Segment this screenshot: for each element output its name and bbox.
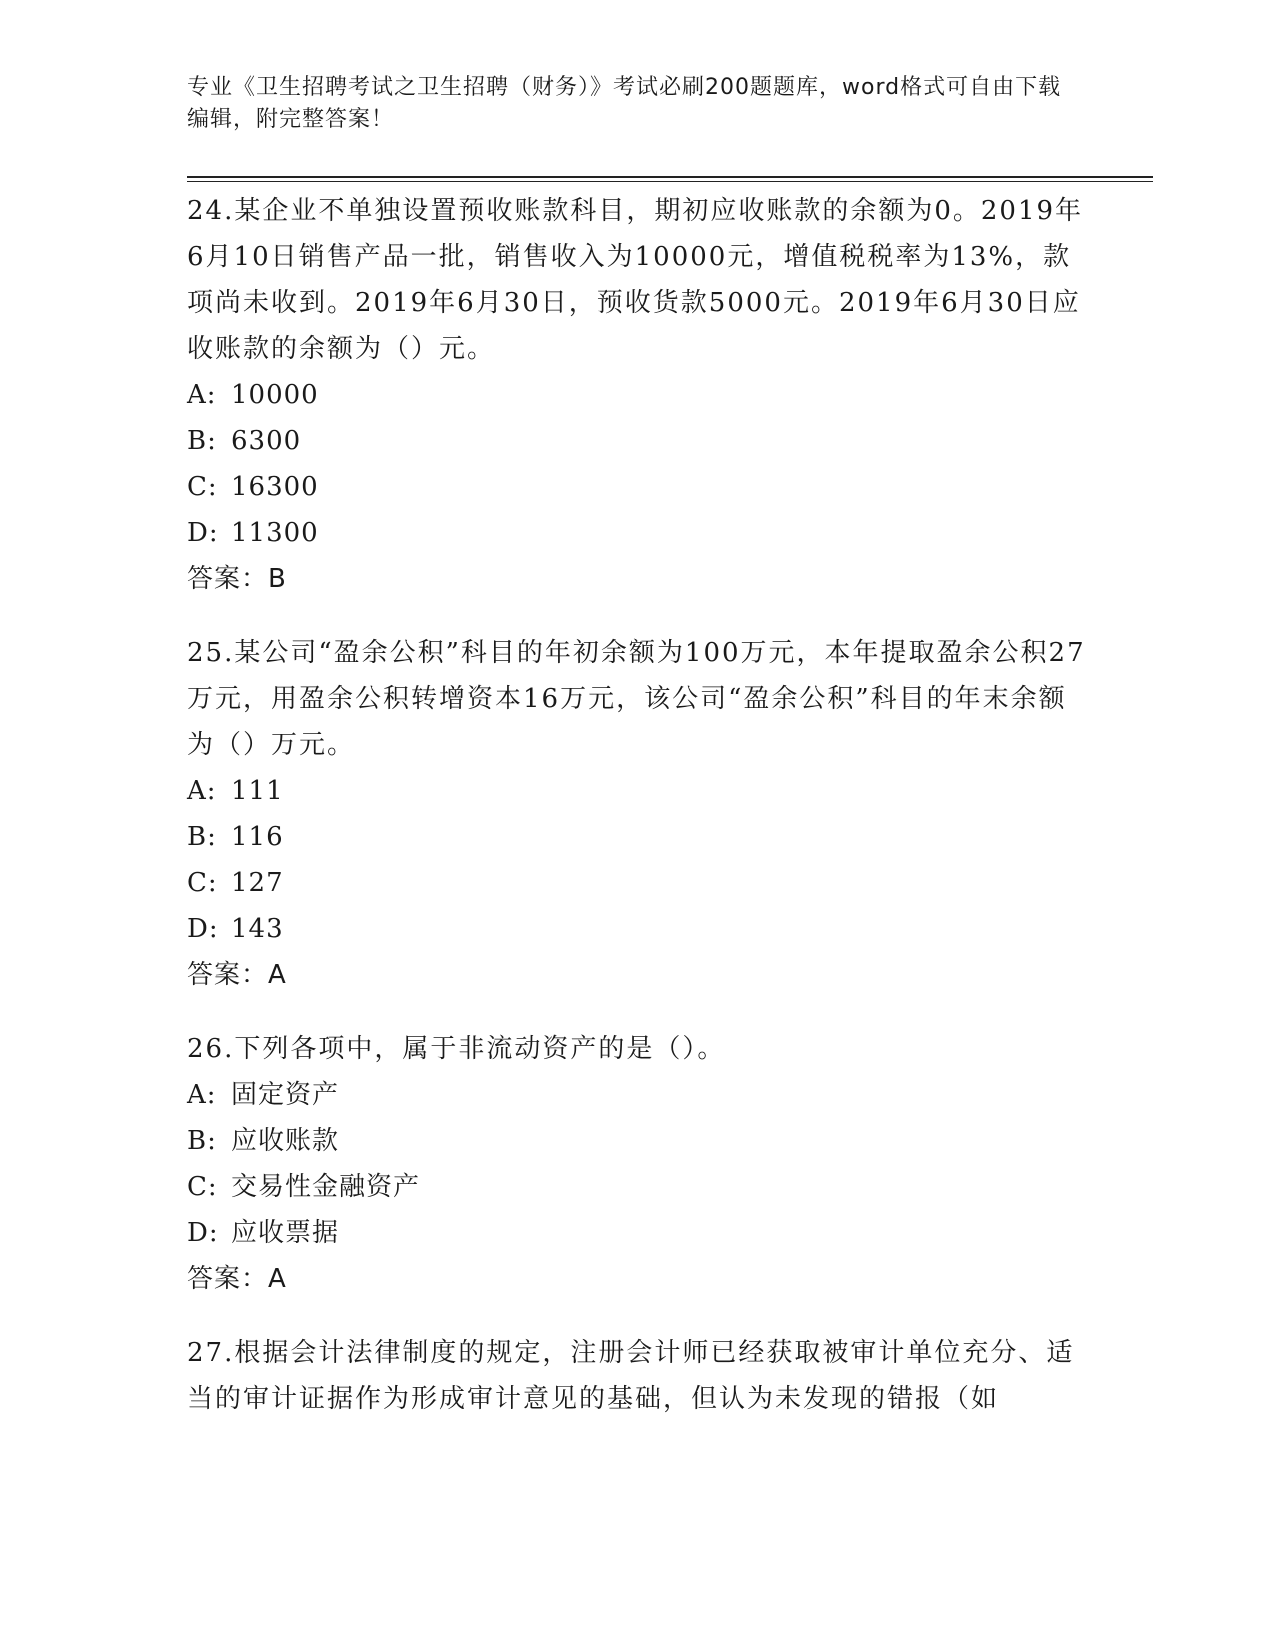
option-value: 应收账款 [231,1126,340,1156]
option-value: 127 [231,868,284,898]
option-label: D: [187,914,219,944]
option-value: 143 [231,914,284,944]
option-c [187,1164,1087,1210]
option-value: 6300 [231,426,302,456]
option-label: D: [187,1218,219,1248]
option-d [187,1210,1087,1256]
option-label: C: [187,1172,218,1202]
question-27 [187,1330,1087,1422]
option-c [187,860,1087,906]
option-d [187,906,1087,952]
question-text: 27.根据会计法律制度的规定，注册会计师已经获取被审计单位充分、适当的审计证据作为形成审计意见的基础，但认为未发现的错报（如 [187,1338,1075,1414]
option-b [187,1118,1087,1164]
answer-text: 答案：A [187,1264,287,1294]
header-divider [187,176,1153,182]
option-label: A: [187,1080,217,1110]
option-value: 11300 [231,518,319,548]
option-b [187,418,1087,464]
option-value: 固定资产 [231,1080,340,1110]
option-label: A: [187,776,217,806]
option-value: 交易性金融资产 [231,1172,421,1202]
option-label: C: [187,472,218,502]
option-label: B: [187,426,217,456]
question-24 [187,188,1087,602]
question-25 [187,630,1087,998]
answer-text: 答案：B [187,564,287,594]
option-a [187,768,1087,814]
option-c [187,464,1087,510]
option-d [187,510,1087,556]
option-label: A: [187,380,217,410]
question-text: 24.某企业不单独设置预收账款科目，期初应收账款的余额为0。2019年6月10日销售产品一批，销售收入为10000元，增值税税率为13%，款项尚未收到。2019年6月30日，预收货款5000元。2019年6月30日应收账款的余额为（）元。 [187,196,1084,364]
option-a [187,1072,1087,1118]
option-a [187,372,1087,418]
question-text: 25.某公司“盈余公积”科目的年初余额为100万元，本年提取盈余公积27万元，用盈余公积转增资本16万元，该公司“盈余公积”科目的年末余额为（）万元。 [187,638,1086,760]
option-value: 111 [231,776,284,806]
question-list [187,188,1087,1450]
option-label: B: [187,822,217,852]
option-value: 10000 [231,380,319,410]
question-26 [187,1026,1087,1302]
option-value: 应收票据 [231,1218,340,1248]
option-value: 116 [231,822,284,852]
option-label: C: [187,868,218,898]
document-header: 专业《卫生招聘考试之卫生招聘（财务）》考试必刷200题题库，word格式可自由下载编辑，附完整答案！ [187,75,1062,132]
option-label: D: [187,518,219,548]
question-text: 26.下列各项中，属于非流动资产的是（）。 [187,1034,726,1064]
option-value: 16300 [231,472,319,502]
option-label: B: [187,1126,217,1156]
answer-text: 答案：A [187,960,287,990]
option-b [187,814,1087,860]
